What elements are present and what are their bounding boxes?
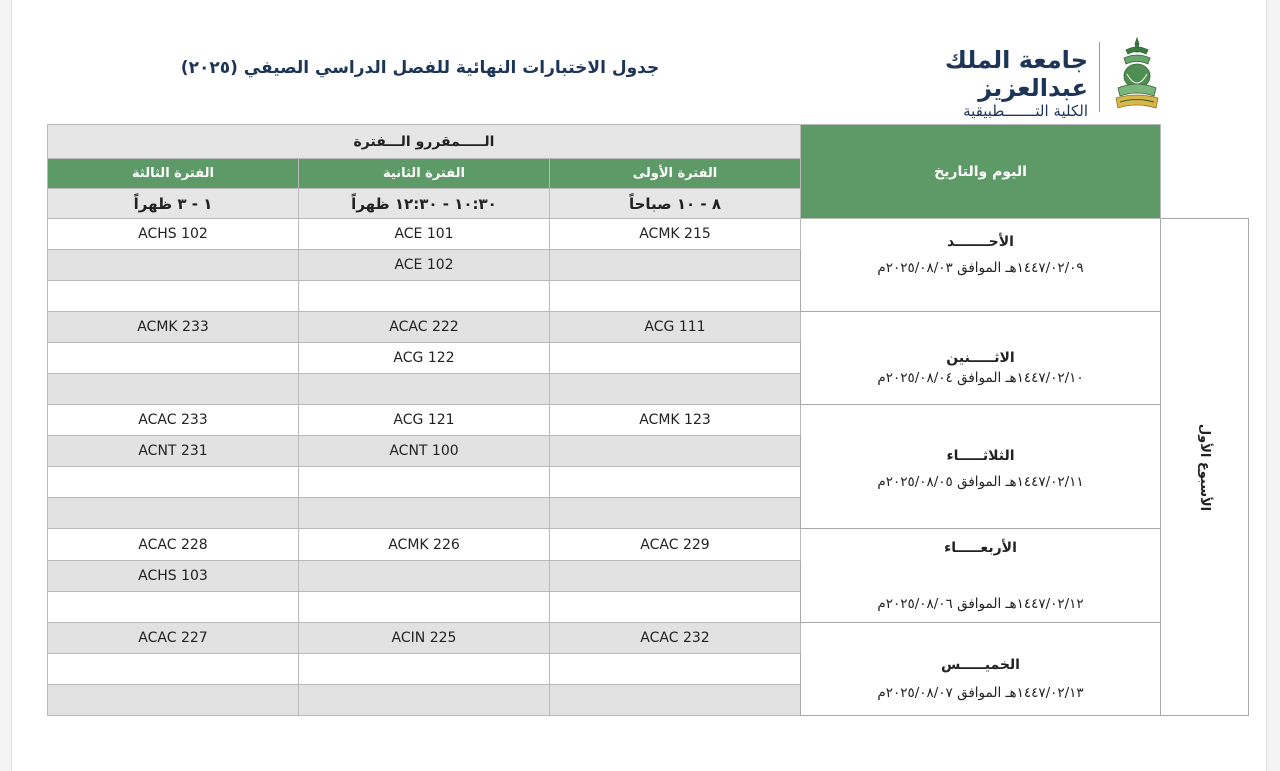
- course-cell-p1: [550, 592, 801, 623]
- period-1-time: ٨ - ١٠ صباحاً: [550, 189, 801, 219]
- course-cell-p2: [299, 685, 550, 716]
- course-cell-p2: [299, 561, 550, 592]
- university-block: [830, 46, 1088, 120]
- course-cell-p3: [48, 467, 299, 498]
- course-cell-p2: [299, 654, 550, 685]
- period-3-time: ١ - ٣ ظهراً: [48, 189, 299, 219]
- course-cell-p1: [550, 343, 801, 374]
- day-cell: [801, 529, 1161, 623]
- university-logo: [1112, 34, 1162, 120]
- day-date: ١٤٤٧/٠٢/١٢هـ الموافق ٢٠٢٥/٠٨/٠٦م: [877, 595, 1084, 612]
- day-name: الاثـــــنين: [946, 350, 1015, 366]
- course-cell-p3: [48, 343, 299, 374]
- day-date-header: اليوم والتاريخ: [801, 125, 1161, 219]
- course-cell-p1: [550, 374, 801, 405]
- course-cell-p2: ACE 102: [299, 250, 550, 281]
- course-cell-p2: [299, 374, 550, 405]
- table-row: [48, 312, 1249, 343]
- table-row: [48, 529, 1249, 561]
- period-2-label: الفترة الثانية: [299, 159, 550, 189]
- day-name: الخميـــــس: [941, 657, 1020, 673]
- course-cell-p2: [299, 592, 550, 623]
- day-name: الثلاثـــــاء: [946, 447, 1015, 464]
- course-cell-p3: [48, 654, 299, 685]
- table-row: [48, 219, 1249, 250]
- course-cell-p1: ACMK 123: [550, 405, 801, 436]
- course-cell-p3: ACHS 103: [48, 561, 299, 592]
- course-cell-p1: ACAC 232: [550, 623, 801, 654]
- day-name: الأحـــــــد: [947, 234, 1014, 250]
- course-cell-p1: [550, 654, 801, 685]
- course-cell-p1: [550, 685, 801, 716]
- course-cell-p1: [550, 250, 801, 281]
- period-1-label: الفترة الأولى: [550, 159, 801, 189]
- table-caption: الـــــمقررو الـــفترة: [48, 125, 801, 159]
- course-cell-p2: ACG 121: [299, 405, 550, 436]
- course-cell-p2: ACE 101: [299, 219, 550, 250]
- course-cell-p2: [299, 467, 550, 498]
- exam-schedule-table: [47, 124, 1249, 716]
- course-cell-p1: [550, 498, 801, 529]
- course-cell-p2: [299, 281, 550, 312]
- course-cell-p3: [48, 374, 299, 405]
- course-cell-p1: ACMK 215: [550, 219, 801, 250]
- day-cell: [801, 405, 1161, 529]
- course-cell-p1: ACAC 229: [550, 529, 801, 561]
- course-cell-p2: ACG 122: [299, 343, 550, 374]
- course-cell-p2: ACNT 100: [299, 436, 550, 467]
- course-cell-p1: [550, 281, 801, 312]
- page-edge: [11, 0, 12, 771]
- course-cell-p2: ACMK 226: [299, 529, 550, 561]
- course-cell-p2: ACIN 225: [299, 623, 550, 654]
- day-name: الأربعـــــاء: [944, 539, 1017, 556]
- course-cell-p3: [48, 498, 299, 529]
- day-date: ١٤٤٧/٠٢/١٠هـ الموافق ٢٠٢٥/٠٨/٠٤م: [877, 370, 1084, 386]
- university-name: جامعة الملك عبدالعزيز: [944, 46, 1088, 102]
- course-cell-p1: [550, 561, 801, 592]
- course-cell-p3: ACAC 227: [48, 623, 299, 654]
- course-cell-p1: ACG 111: [550, 312, 801, 343]
- day-cell: [801, 623, 1161, 716]
- document-title: جدول الاختبارات النهائية للفصل الدراسي الصيفي (٢٠٢٥): [180, 58, 660, 78]
- day-date: ١٤٤٧/٠٢/١٣هـ الموافق ٢٠٢٥/٠٨/٠٧م: [877, 685, 1084, 701]
- course-cell-p2: [299, 498, 550, 529]
- course-cell-p3: ACAC 233: [48, 405, 299, 436]
- logo-separator: [1099, 42, 1100, 112]
- table-row: [48, 405, 1249, 436]
- period-3-label: الفترة الثالثة: [48, 159, 299, 189]
- college-name: الكلية التـــــــطبيقية: [963, 102, 1088, 120]
- course-cell-p2: ACAC 222: [299, 312, 550, 343]
- course-cell-p1: [550, 436, 801, 467]
- course-cell-p3: [48, 281, 299, 312]
- course-cell-p3: ACMK 233: [48, 312, 299, 343]
- course-cell-p3: [48, 685, 299, 716]
- day-date: ١٤٤٧/٠٢/١١هـ الموافق ٢٠٢٥/٠٨/٠٥م: [877, 473, 1084, 490]
- week-label-cell: [1161, 219, 1249, 716]
- course-cell-p3: ACAC 228: [48, 529, 299, 561]
- day-date: ١٤٤٧/٠٢/٠٩هـ الموافق ٢٠٢٥/٠٨/٠٣م: [877, 260, 1084, 276]
- course-cell-p3: ACHS 102: [48, 219, 299, 250]
- page-edge: [1266, 0, 1267, 771]
- course-cell-p3: [48, 592, 299, 623]
- course-cell-p1: [550, 467, 801, 498]
- course-cell-p3: ACNT 231: [48, 436, 299, 467]
- week-label: الأسبوع الأول: [1197, 423, 1213, 511]
- course-cell-p3: [48, 250, 299, 281]
- day-cell: [801, 312, 1161, 405]
- table-row: [48, 623, 1249, 654]
- period-2-time: ١٠:٣٠ - ١٢:٣٠ ظهراً: [299, 189, 550, 219]
- day-cell: [801, 219, 1161, 312]
